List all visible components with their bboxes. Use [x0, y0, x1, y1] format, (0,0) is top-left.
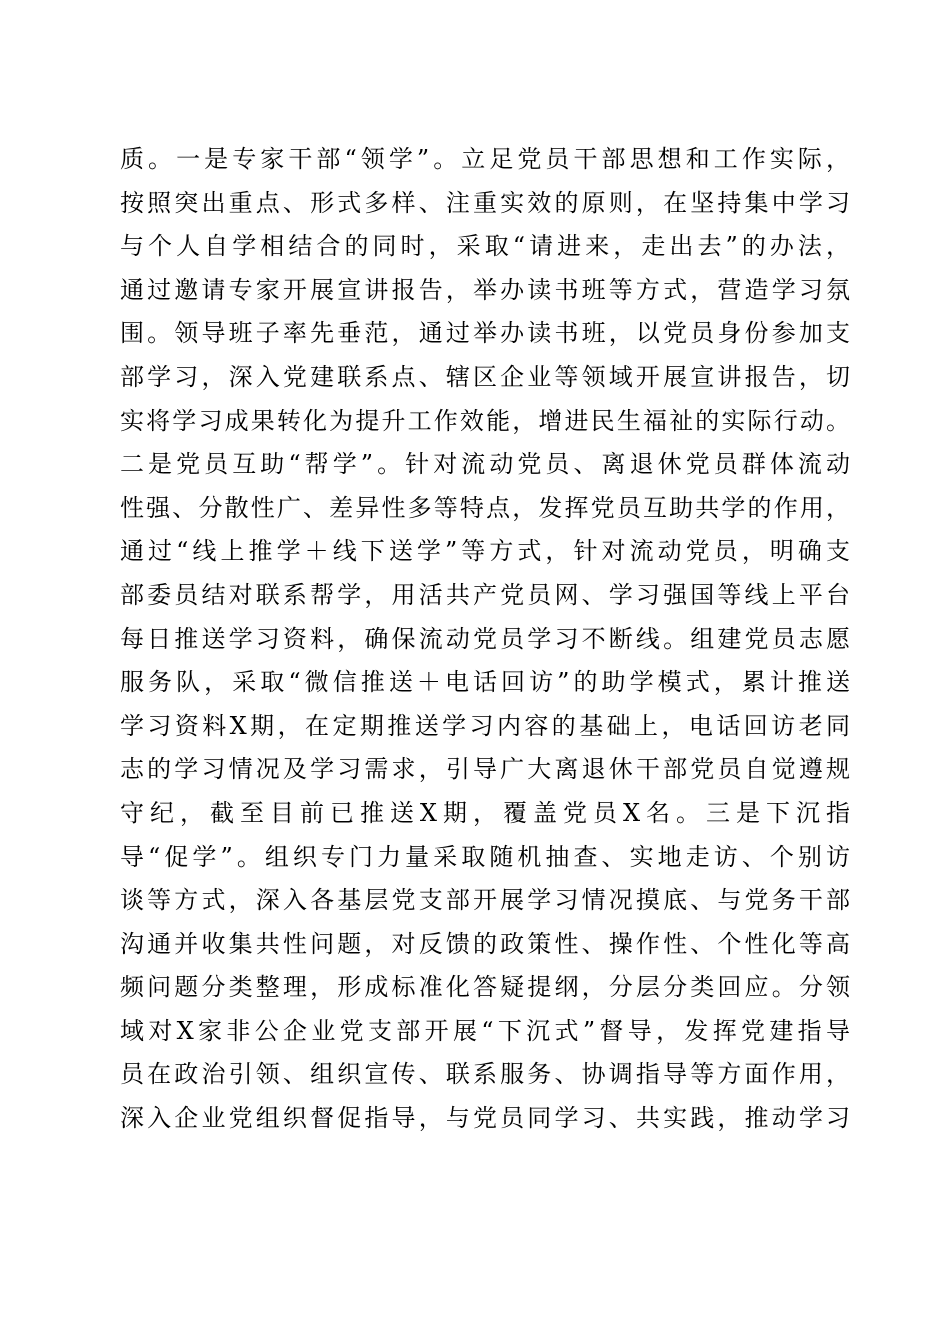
text-line: 导“促学”。组织专门力量采取随机抽查、实地走访、个别访: [120, 842, 850, 871]
text-line: 服务队，采取“微信推送＋电话回访”的助学模式，累计推送: [120, 668, 850, 697]
text-line: 性强、分散性广、差异性多等特点，发挥党员互助共学的作用，: [120, 493, 850, 522]
text-line: 守纪，截至目前已推送X期，覆盖党员X名。三是下沉指: [120, 798, 850, 827]
text-line: 志的学习情况及学习需求，引导广大离退休干部党员自觉遵规: [120, 755, 850, 784]
text-line: 每日推送学习资料，确保流动党员学习不断线。组建党员志愿: [120, 624, 850, 653]
text-line: 部委员结对联系帮学，用活共产党员网、学习强国等线上平台: [120, 580, 850, 609]
text-line: 域对X家非公企业党支部开展“下沉式”督导，发挥党建指导: [120, 1016, 850, 1045]
text-line: 通过邀请专家开展宣讲报告，举办读书班等方式，营造学习氛: [120, 275, 850, 304]
text-line: 实将学习成果转化为提升工作效能，增进民生福祉的实际行动。: [120, 406, 850, 435]
text-line: 质。一是专家干部“领学”。立足党员干部思想和工作实际，: [120, 145, 850, 173]
text-line: 学习资料X期，在定期推送学习内容的基础上，电话回访老同: [120, 711, 850, 740]
text-line: 部学习，深入党建联系点、辖区企业等领域开展宣讲报告，切: [120, 362, 850, 391]
text-line: 与个人自学相结合的同时，采取“请进来，走出去”的办法，: [120, 232, 850, 261]
text-line: 二是党员互助“帮学”。针对流动党员、离退休党员群体流动: [120, 450, 850, 479]
text-line: 谈等方式，深入各基层党支部开展学习情况摸底、与党务干部: [120, 886, 850, 915]
body-paragraph: [120, 138, 850, 1141]
text-line: 员在政治引领、组织宣传、联系服务、协调指导等方面作用，: [120, 1060, 850, 1089]
text-line: 沟通并收集共性问题，对反馈的政策性、操作性、个性化等高: [120, 929, 850, 958]
text-line: 深入企业党组织督促指导，与党员同学习、共实践，推动学习: [120, 1104, 850, 1133]
text-line: 频问题分类整理，形成标准化答疑提纲，分层分类回应。分领: [120, 973, 850, 1002]
text-line: 按照突出重点、形式多样、注重实效的原则，在坚持集中学习: [120, 188, 850, 217]
text-line: 围。领导班子率先垂范，通过举办读书班，以党员身份参加支: [120, 319, 850, 348]
text-line: 通过“线上推学＋线下送学”等方式，针对流动党员，明确支: [120, 537, 850, 566]
